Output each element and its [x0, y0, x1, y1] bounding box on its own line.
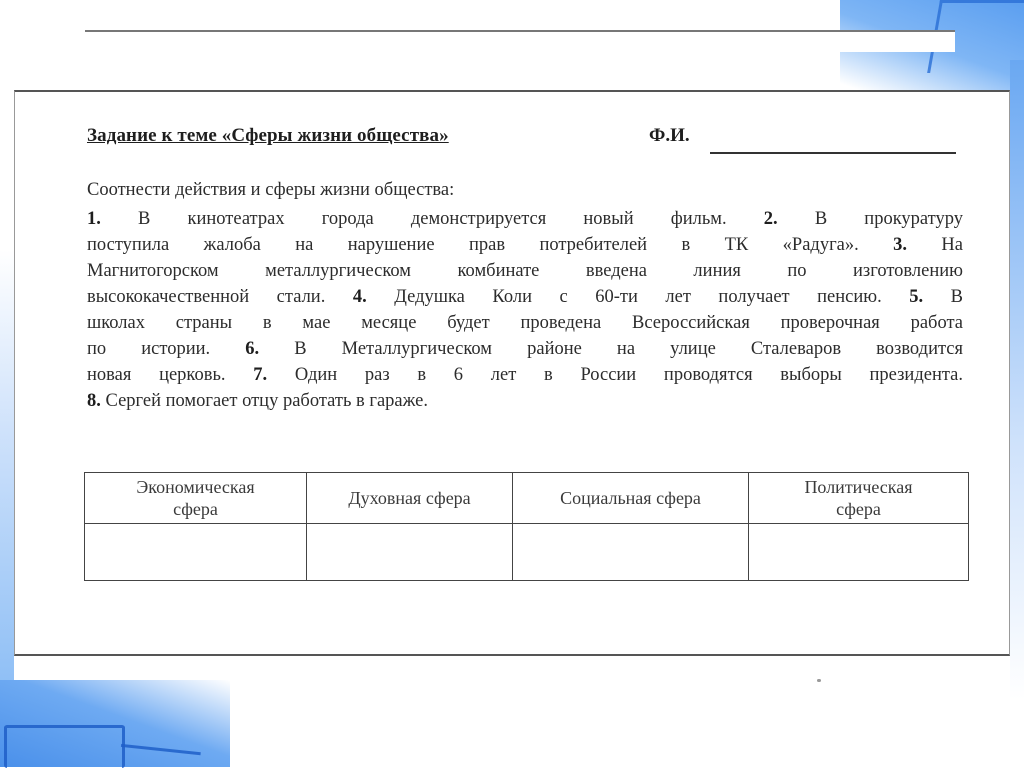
header-spiritual-sphere: Духовная сфера: [307, 473, 513, 524]
decorative-strip-right: [1010, 60, 1024, 700]
answer-cell-social[interactable]: [513, 524, 749, 581]
answer-cell-political[interactable]: [749, 524, 969, 581]
name-field-line[interactable]: [710, 152, 956, 154]
worksheet-title: Задание к теме «Сферы жизни общества»: [87, 125, 449, 146]
answer-cell-economic[interactable]: [85, 524, 307, 581]
task-line: 8. Сергей помогает отцу работать в гараже.: [87, 391, 429, 411]
task-line: по истории. 6. В Металлургическом районе на улице Сталеваров возводится: [87, 339, 963, 359]
decorative-corner-line-bottom-left: [4, 725, 125, 768]
header-social-sphere: Социальная сфера: [513, 473, 749, 524]
decorative-strip-left: [0, 250, 14, 700]
item-number: 4.: [352, 287, 367, 307]
answer-cell-spiritual[interactable]: [307, 524, 513, 581]
item-number: 6.: [245, 339, 260, 359]
task-line: поступила жалоба на нарушение прав потребителей в ТК «Радуга». 3. На: [87, 235, 964, 255]
table-header-row: [85, 473, 969, 524]
item-number: 2.: [763, 209, 778, 229]
table-answer-row: [85, 524, 969, 581]
task-line: Магнитогорском металлургическом комбинате введена линия по изготовлению: [87, 261, 963, 281]
instruction-text: Соотнести действия и сферы жизни общества:: [87, 180, 455, 200]
page-shadow-strip: [85, 30, 955, 52]
scan-speck: [817, 679, 821, 682]
header-political-sphere: Политическая сфера: [749, 473, 969, 524]
item-number: 8.: [87, 391, 101, 411]
task-line: 1. В кинотеатрах города демонстрируется новый фильм. 2. В прокуратуру: [87, 209, 964, 229]
task-line: новая церковь. 7. Один раз в 6 лет в России проводятся выборы президента.: [87, 365, 963, 385]
item-number: 7.: [253, 365, 268, 385]
item-number: 1.: [87, 209, 101, 229]
task-line: школах страны в мае месяце будет проведена Всероссийская проверочная работа: [87, 313, 963, 333]
task-line: высококачественной стали. 4. Дедушка Коли с 60-ти лет получает пенсию. 5. В: [87, 287, 963, 307]
task-items-text: [87, 206, 963, 414]
item-number: 3.: [893, 235, 908, 255]
name-label: Ф.И.: [649, 125, 690, 146]
spheres-table: [84, 472, 969, 581]
item-number: 5.: [909, 287, 924, 307]
header-economic-sphere: Экономическая сфера: [85, 473, 307, 524]
